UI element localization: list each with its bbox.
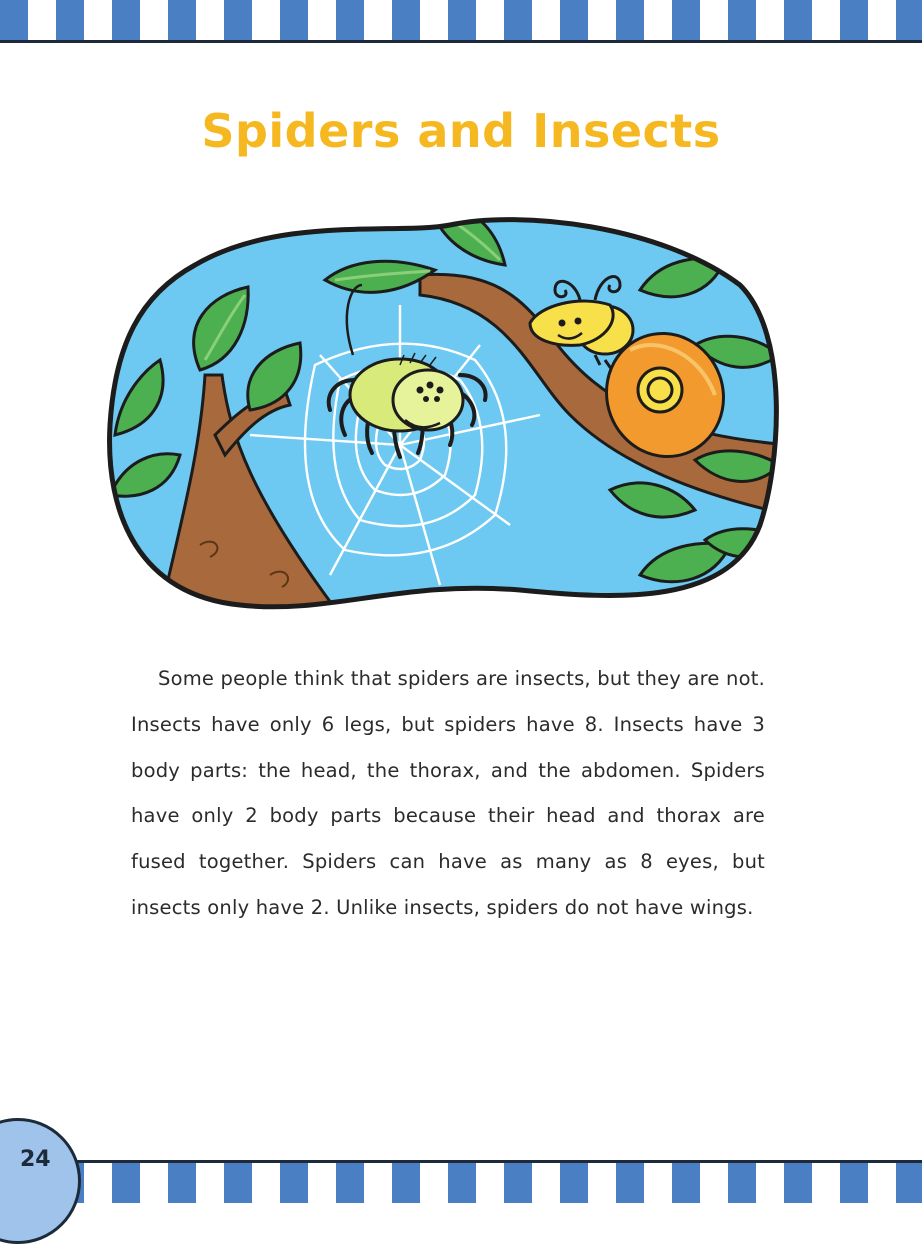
page-title: Spiders and Insects — [201, 104, 721, 158]
spider-and-insect-illustration — [100, 195, 780, 615]
page-number-tab — [0, 1118, 81, 1244]
top-stripe-border — [0, 0, 922, 43]
page-number: 24 — [20, 1147, 51, 1172]
body-paragraph: Some people think that spiders are insects, but they are not. Insects have only 6 legs, but spiders have 8. Insects have 3 body parts: the head, the thorax, and the abdomen. Spiders have only 2 body parts because their head and thorax are fused together. Spiders can have as many as 8 eyes, but insects only have 2. Unlike insects, spiders do not have wings. — [131, 667, 765, 919]
bottom-stripe-border — [0, 1160, 922, 1203]
